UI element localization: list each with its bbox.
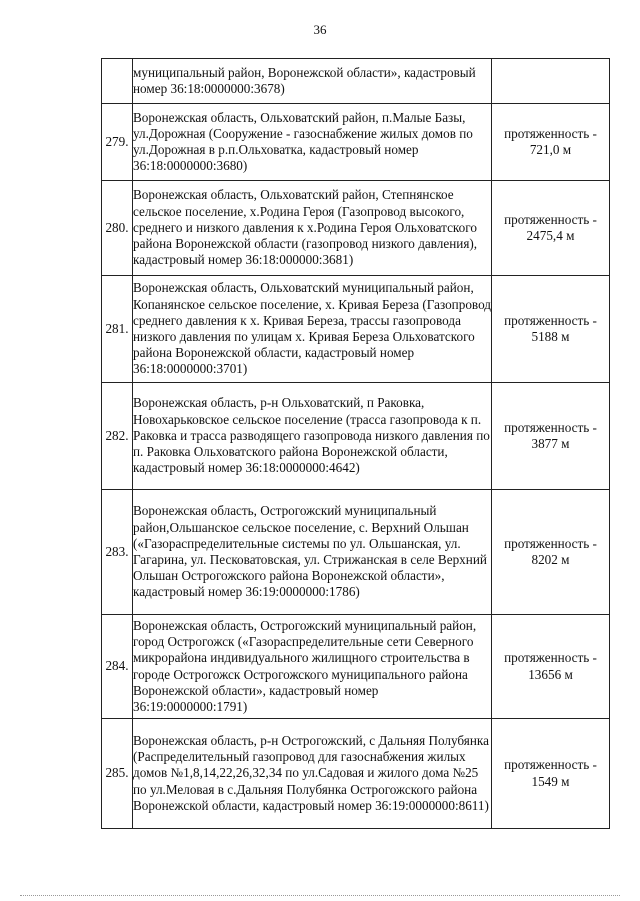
length-label: протяженность - xyxy=(504,757,597,773)
row-number: 285. xyxy=(102,719,133,829)
length-value: 1549 м xyxy=(531,773,570,789)
row-number: 282. xyxy=(102,383,133,490)
row-length xyxy=(492,59,610,104)
row-description: Воронежская область, Ольховатский район, Степнянское сельское поселение, х.Родина Героя (Газопровод высокого, среднего и низкого давления к х.Родина Героя Ольховатского района Воронежской области (газопровод низкого давления), кадастровый номер 36:18:000000:3681) xyxy=(133,181,492,276)
row-description: Воронежская область, р-н Ольховатский, п Раковка, Новохарьковское сельское поселение (трасса газопровода к п. Раковка и трасса разводящего газопровода низкого давления по п. Раковка Ольховатского района Воронежской области, кадастровый номер 36:18:0000000:4642) xyxy=(133,383,492,490)
row-length xyxy=(492,490,610,615)
row-length xyxy=(492,615,610,719)
length-label: протяженность - xyxy=(504,535,597,551)
table-row xyxy=(102,490,610,615)
length-value: 2475,4 м xyxy=(526,228,575,243)
length-value: 721,0 м xyxy=(529,142,572,157)
length-value: 8202 м xyxy=(531,552,570,567)
length-value: 3877 м xyxy=(531,436,570,451)
registry-table xyxy=(101,58,610,829)
length-value: 13656 м xyxy=(528,666,573,682)
row-description: Воронежская область, Ольховатский район, п.Малые Базы, ул.Дорожная (Сооружение - газоснабжение жилых домов по ул.Дорожная в р.п.Ольховатка, кадастровый номер 36:18:0000000:3680) xyxy=(133,104,492,181)
row-description: Воронежская область, р-н Острогожский, с Дальняя Полубянка (Распределительный газопровод для газоснабжения жилых домов №1,8,14,22,26,32,34 по ул.Садовая и жилого дома №25 по ул.Меловая в с.Дальняя Полубянка Острогожского района Воронежской области, кадастровый номер 36:19:0000000:8611) xyxy=(133,719,492,829)
length-value: 5188 м xyxy=(531,329,570,344)
footer-divider xyxy=(20,895,620,896)
row-length xyxy=(492,383,610,490)
row-description: Воронежская область, Ольховатский муниципальный район, Копанянское сельское поселение, х. Кривая Береза (Газопровод среднего давления к х. Кривая Береза, трассы газопровода низкого давления по улицам х. Кривая Береза Ольховатского района Воронежской области, кадастровый номер 36:18:0000000:3701) xyxy=(133,276,492,383)
table-row xyxy=(102,615,610,719)
length-label: протяженность - xyxy=(504,125,597,141)
row-length xyxy=(492,719,610,829)
page-number: 36 xyxy=(313,22,327,37)
row-length xyxy=(492,276,610,383)
row-description: муниципальный район, Воронежской области», кадастровый номер 36:18:0000000:3678) xyxy=(133,59,492,104)
row-description: Воронежская область, Острогожский муниципальный район, город Острогожск («Газораспределительные сети Северного микрорайона индивидуального жилищного строительства в городе Острогожск Острогожского муниципального района Воронежской области», кадастровый номер 36:19:0000000:1791) xyxy=(133,615,492,719)
length-label: протяженность - xyxy=(504,419,597,435)
length-label: протяженность - xyxy=(504,312,597,328)
row-number: 279. xyxy=(102,104,133,181)
table-row xyxy=(102,383,610,490)
row-number xyxy=(102,59,133,104)
table-row xyxy=(102,104,610,181)
length-label: протяженность - xyxy=(504,650,597,666)
row-number: 280. xyxy=(102,181,133,276)
table-row xyxy=(102,181,610,276)
row-number: 283. xyxy=(102,490,133,615)
row-length xyxy=(492,181,610,276)
table-row xyxy=(102,719,610,829)
table-row xyxy=(102,276,610,383)
row-number: 281. xyxy=(102,276,133,383)
row-length xyxy=(492,104,610,181)
length-label: протяженность - xyxy=(504,211,597,227)
table-row xyxy=(102,59,610,104)
row-description: Воронежская область, Острогожский муниципальный район,Ольшанское сельское поселение, с. Верхний Ольшан («Газораспределительные системы по ул. Ольшанская, ул. Гагарина, ул. Песковатовская, ул. Стрижанская в селе Верхний Ольшан Острогожского района Воронежской области», кадастровый номер 36:19:0000000:1786) xyxy=(133,490,492,615)
row-number: 284. xyxy=(102,615,133,719)
